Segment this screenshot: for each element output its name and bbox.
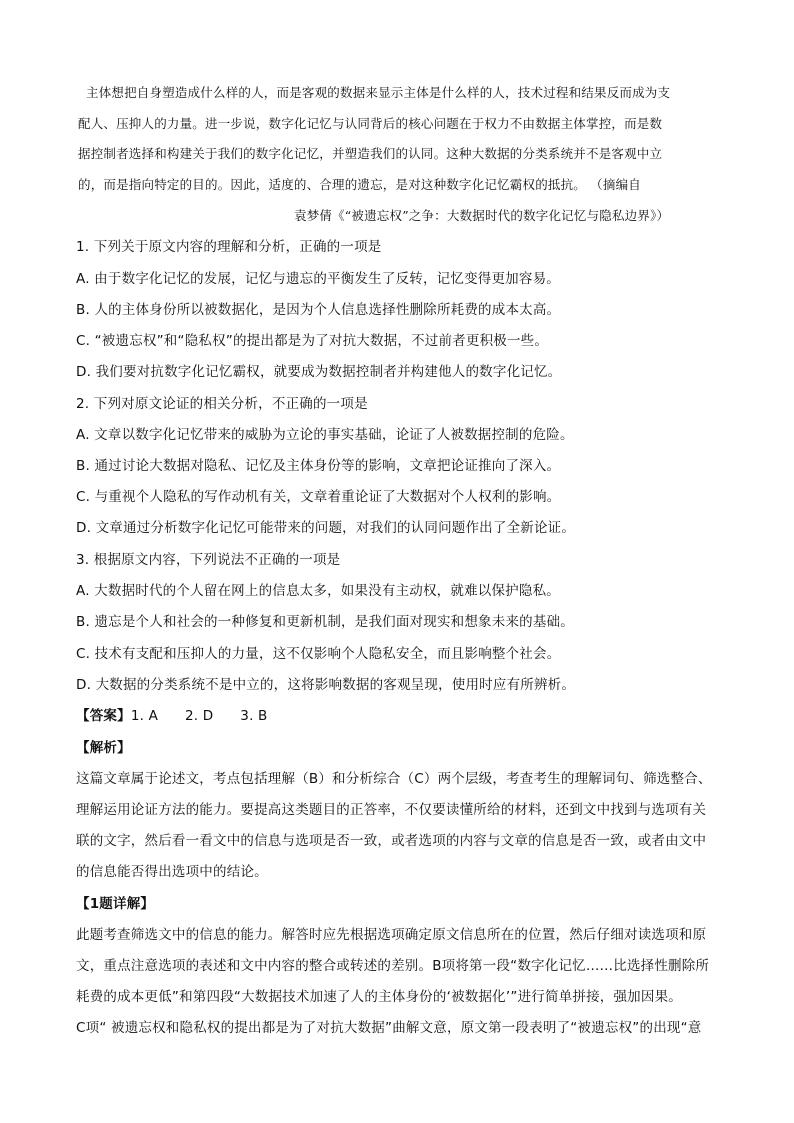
option-a: A. 文章以数字化记忆带来的威胁为立论的事实基础，论证了人被数据控制的危险。 [76,427,574,443]
detail-line: C项“ 被遗忘权和隐私权的提出都是为了对抗大数据”曲解文意，原文第一段表明了“被遗忘权”的出现“意 [76,1020,702,1036]
passage-line: 配人、压抑人的力量。进一步说，数字化记忆与认同背后的核心问题在于权力不由数据主体掌控，而是数 [78,116,663,131]
option-d: D. 文章通过分析数字化记忆可能带来的问题，对我们的认同问题作出了全新论证。 [76,520,576,536]
question-stem: 1. 下列关于原文内容的理解和分析，正确的一项是 [76,239,382,255]
question-stem: 3. 根据原文内容，下列说法不正确的一项是 [76,552,341,568]
answer-line [76,706,268,726]
analysis-line: 联的文字，然后看一看文中的信息与选项是否一致，或者选项的内容与文章的信息是否一致，或者由文中 [76,833,707,849]
passage-line: 的，而是指向特定的目的。因此，适度的、合理的遗忘，是对这种数字化记忆霸权的抵抗。 （摘编自 [78,177,641,192]
option-b: B. 人的主体身份所以被数据化，是因为个人信息选择性删除所耗费的成本太高。 [76,302,561,318]
analysis-label: 【解析】 [76,740,131,756]
question-stem: 2. 下列对原文论证的相关分析，不正确的一项是 [76,396,368,412]
detail-line: 文，重点注意选项的表述和文中内容的整合或转述的差别。B项将第一段“数字化记忆……比选择性删除所 [76,958,710,974]
option-d: D. 大数据的分类系统不是中立的，这将影响数据的客观呈现，使用时应有所辨析。 [76,677,576,693]
passage-line: 据控制者选择和构建关于我们的数字化记忆，并塑造我们的认同。这种大数据的分类系统并不是客观中立 [78,146,663,161]
passage-line: 主体想把自身塑造成什么样的人，而是客观的数据来显示主体是什么样的人，技术过程和结果反而成为支 [86,85,671,100]
option-a: A. 由于数字化记忆的发展，记忆与遗忘的平衡发生了反转，记忆变得更加容易。 [76,271,560,287]
option-d: D. 我们要对抗数字化记忆霸权，就要成为数据控制者并构建他人的数字化记忆。 [76,364,562,380]
detail-line: 耗费的成本更低”和第四段“大数据技术加速了人的主体身份的‘被数据化’”进行简单拼接，强加因果。 [76,989,682,1005]
analysis-line: 理解运用论证方法的能力。要提高这类题目的正答率，不仅要读懂所给的材料，还到文中找到与选项有关 [76,802,707,818]
analysis-line: 的信息能否得出选项中的结论。 [76,864,268,880]
option-c: C. 技术有支配和压抑人的力量，这不仅影响个人隐私安全，而且影响整个社会。 [76,646,561,662]
detail-label: 【1题详解】 [76,896,155,912]
option-b: B. 遗忘是个人和社会的一种修复和更新机制，是我们面对现实和想象未来的基础。 [76,614,574,630]
option-a: A. 大数据时代的个人留在网上的信息太多，如果没有主动权，就难以保护隐私。 [76,583,560,599]
option-c: C. “被遗忘权”和“隐私权”的提出都是为了对抗大数据，不过前者更积极一些。 [76,333,549,349]
detail-line: 此题考查筛选文中的信息的能力。解答时应先根据选项确定原文信息所在的位置，然后仔细对读选项和原 [76,927,707,943]
answer-label: 【答案】 [76,708,131,724]
answer-values: 1. A 2. D 3. B [130,708,268,724]
analysis-line: 这篇文章属于论述文，考点包括理解（B）和分析综合（C）两个层级，考查考生的理解词句、筛选整合、 [76,771,712,787]
option-c: C. 与重视个人隐私的写作动机有关，文章着重论证了大数据对个人权利的影响。 [76,489,561,505]
option-b: B. 通过讨论大数据对隐私、记忆及主体身份等的影响，文章把论证推向了深入。 [76,458,561,474]
passage-source: 袁梦倩《“被遗忘权”之争：大数据时代的数字化记忆与隐私边界》） [294,208,670,223]
